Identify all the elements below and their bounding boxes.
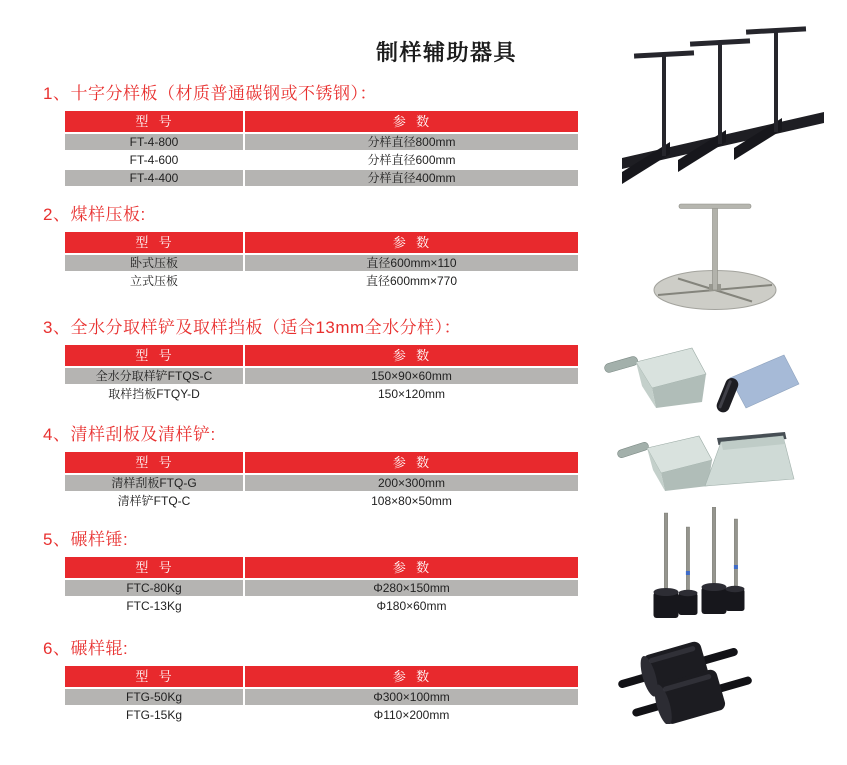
model-cell: FT-4-800	[65, 134, 243, 150]
table-row	[65, 255, 578, 271]
model-cell: FT-4-400	[65, 170, 243, 186]
section-moisture-scoop	[43, 318, 580, 404]
section-sample-hammer	[43, 530, 580, 616]
cleaning-scraper-and-scoop-photo	[615, 430, 805, 496]
table-row	[65, 368, 578, 384]
model-cell: FTG-50Kg	[65, 689, 243, 705]
model-cell: 全水分取样铲FTQS-C	[65, 368, 243, 384]
table-row	[65, 475, 578, 491]
param-cell: 150×120mm	[245, 386, 578, 402]
param-cell: 150×90×60mm	[245, 368, 578, 384]
model-cell: FT-4-600	[65, 152, 243, 168]
spec-table	[65, 557, 578, 614]
table-row	[65, 580, 578, 596]
section-sample-roller	[43, 639, 580, 725]
model-column-header: 型 号	[65, 666, 243, 687]
param-cell: 分样直径600mm	[245, 152, 578, 168]
spec-table	[65, 452, 578, 509]
section-coal-press	[43, 205, 580, 291]
table-header-row	[65, 232, 578, 253]
section-heading: 3、全水分取样铲及取样挡板（适合13mm全水分样）：	[43, 318, 462, 337]
param-cell: Φ180×60mm	[245, 598, 578, 614]
param-column-header: 参 数	[245, 452, 578, 473]
model-cell: 清样铲FTQ-C	[65, 493, 243, 509]
section-cleaning-tools	[43, 425, 580, 511]
table-header-row	[65, 666, 578, 687]
sample-roller-photo	[616, 638, 756, 724]
model-cell: FTC-80Kg	[65, 580, 243, 596]
model-cell: 清样刮板FTQ-G	[65, 475, 243, 491]
param-cell: Φ300×100mm	[245, 689, 578, 705]
table-row	[65, 689, 578, 705]
spec-table	[65, 666, 578, 723]
moisture-sampling-scoop-and-board-photo	[600, 338, 805, 418]
table-row	[65, 707, 578, 723]
table-row	[65, 386, 578, 402]
table-row	[65, 170, 578, 186]
model-column-header: 型 号	[65, 452, 243, 473]
section-heading: 2、煤样压板:	[43, 205, 146, 224]
param-cell: 分样直径400mm	[245, 170, 578, 186]
param-column-header: 参 数	[245, 111, 578, 132]
param-cell: 108×80×50mm	[245, 493, 578, 509]
page-title: 制样辅助器具	[376, 40, 518, 65]
spec-table	[65, 111, 578, 186]
param-column-header: 参 数	[245, 557, 578, 578]
sample-hammer-photo	[648, 507, 753, 622]
table-row	[65, 134, 578, 150]
model-cell: 卧式压板	[65, 255, 243, 271]
param-column-header: 参 数	[245, 666, 578, 687]
model-cell: FTC-13Kg	[65, 598, 243, 614]
table-header-row	[65, 111, 578, 132]
model-cell: 立式压板	[65, 273, 243, 289]
section-heading: 1、十字分样板（材质普通碳钢或不锈钢）：	[43, 84, 377, 103]
model-column-header: 型 号	[65, 345, 243, 366]
param-cell: 直径600mm×770	[245, 273, 578, 289]
section-heading: 4、清样刮板及清样铲:	[43, 425, 216, 444]
model-cell: 取样挡板FTQY-D	[65, 386, 243, 402]
table-header-row	[65, 557, 578, 578]
spec-table	[65, 232, 578, 289]
table-row	[65, 273, 578, 289]
param-cell: 分样直径800mm	[245, 134, 578, 150]
param-cell: Φ280×150mm	[245, 580, 578, 596]
model-column-header: 型 号	[65, 557, 243, 578]
spec-table	[65, 345, 578, 402]
table-row	[65, 152, 578, 168]
param-cell: 200×300mm	[245, 475, 578, 491]
model-column-header: 型 号	[65, 232, 243, 253]
model-column-header: 型 号	[65, 111, 243, 132]
table-row	[65, 598, 578, 614]
param-cell: 直径600mm×110	[245, 255, 578, 271]
section-heading: 5、碾样锤:	[43, 530, 129, 549]
model-cell: FTG-15Kg	[65, 707, 243, 723]
section-heading: 6、碾样辊:	[43, 639, 129, 658]
param-column-header: 参 数	[245, 232, 578, 253]
coal-sample-press-photo	[640, 192, 790, 314]
cross-sample-divider-photo	[612, 8, 842, 188]
section-cross-divider	[43, 84, 580, 188]
table-header-row	[65, 452, 578, 473]
param-cell: Φ110×200mm	[245, 707, 578, 723]
table-row	[65, 493, 578, 509]
table-header-row	[65, 345, 578, 366]
param-column-header: 参 数	[245, 345, 578, 366]
